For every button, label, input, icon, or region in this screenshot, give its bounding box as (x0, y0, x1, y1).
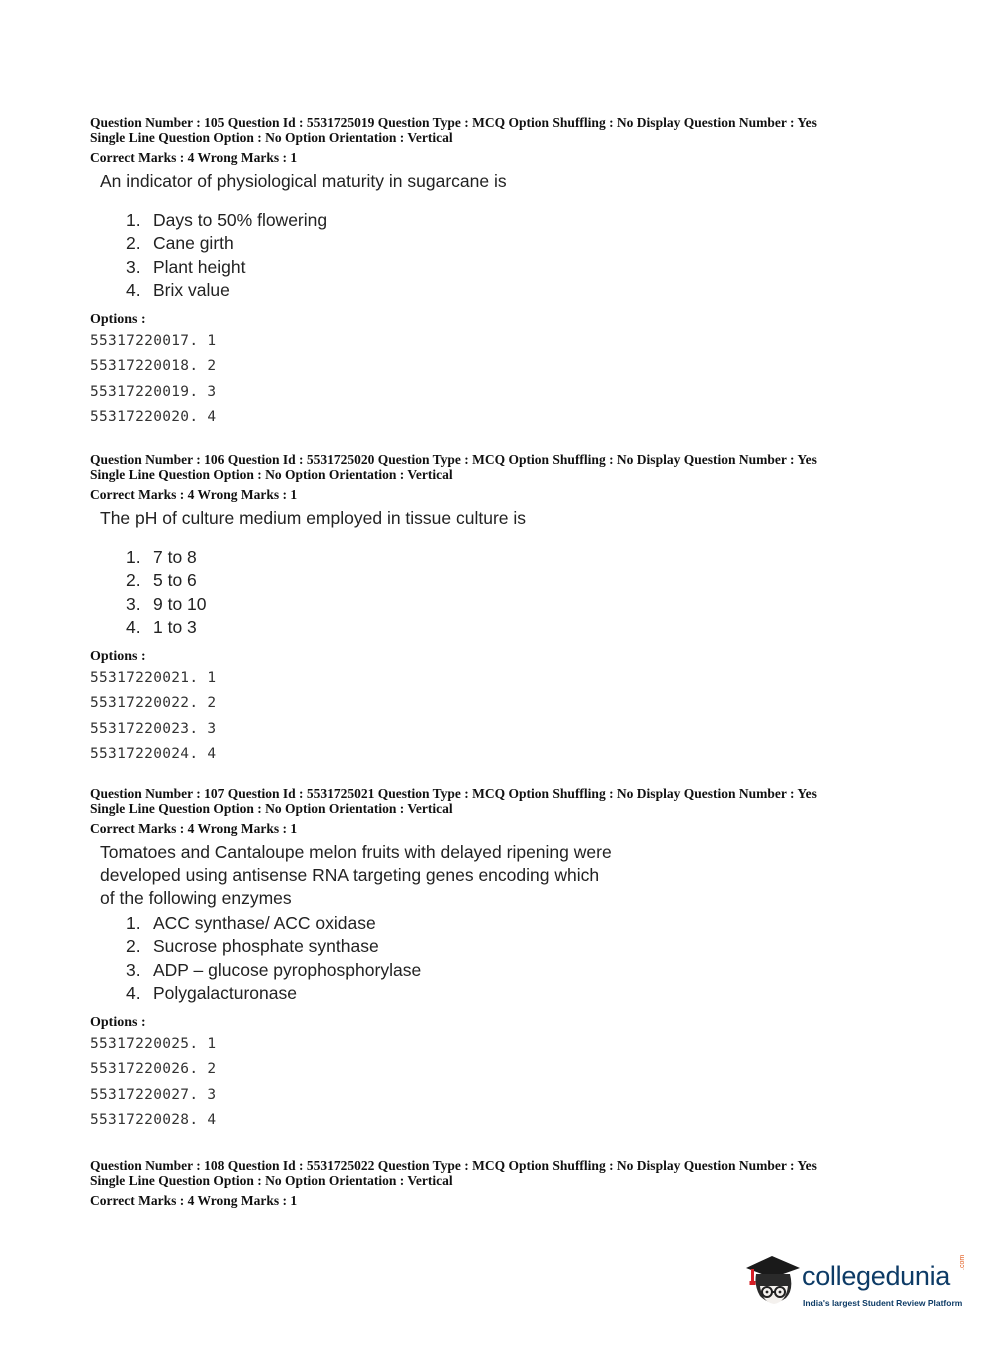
stem-line: The pH of culture medium employed in tissue culture is (100, 508, 527, 528)
choice-item: 3. 9 to 10 (126, 593, 207, 614)
option-item: 55317220021. 1 (90, 670, 217, 687)
question-meta-line2: Single Line Question Option : No Option Orientation : Vertical (90, 801, 453, 816)
question-marks: Correct Marks : 4 Wrong Marks : 1 (90, 821, 298, 836)
choice-item: 4. Polygalacturonase (126, 982, 297, 1003)
option-item: 55317220024. 4 (90, 745, 217, 762)
choice-item: 1. ACC synthase/ ACC oxidase (126, 913, 376, 933)
option-item: 55317220028. 4 (90, 1111, 217, 1128)
choice-item: 4. 1 to 3 (126, 616, 197, 637)
options-label: Options : (90, 649, 146, 665)
choice-list (126, 546, 910, 639)
choice-item: 4. Brix value (126, 279, 230, 300)
logo-wordmark: collegedunia (802, 1261, 951, 1291)
options-label: Options : (90, 312, 146, 328)
choice-item: 2. Sucrose phosphate synthase (126, 936, 379, 957)
stem-line: developed using antisense RNA targeting genes encoding which (100, 865, 600, 885)
collegedunia-logo (742, 1250, 972, 1322)
option-item: 55317220020. 4 (90, 408, 217, 425)
question-stem (100, 507, 910, 530)
choice-item: 3. ADP – glucose pyrophosphorylase (126, 959, 422, 980)
option-item: 55317220025. 1 (90, 1036, 217, 1053)
option-item: 55317220019. 3 (90, 383, 217, 400)
question-108 (90, 1158, 910, 1208)
options-list (90, 666, 910, 767)
option-item: 55317220017. 1 (90, 333, 217, 350)
question-meta-line1: Question Number : 108 Question Id : 5531725022 Question Type : MCQ Option Shuffling : No Display Question Number : Yes (90, 1158, 817, 1173)
choice-item: 1. 7 to 8 (126, 547, 197, 567)
option-item: 55317220027. 3 (90, 1086, 217, 1103)
choice-list (126, 209, 910, 302)
question-meta-line2: Single Line Question Option : No Option Orientation : Vertical (90, 130, 453, 145)
option-item: 55317220022. 2 (90, 695, 217, 712)
question-meta-line1: Question Number : 106 Question Id : 5531725020 Question Type : MCQ Option Shuffling : No Display Question Number : Yes (90, 452, 817, 467)
stem-line: of the following enzymes (100, 888, 292, 908)
options-label: Options : (90, 1015, 146, 1031)
options-list (90, 329, 910, 430)
question-106 (90, 452, 910, 767)
question-marks: Correct Marks : 4 Wrong Marks : 1 (90, 487, 298, 502)
option-item: 55317220018. 2 (90, 358, 217, 375)
question-107 (90, 786, 910, 1133)
question-meta-line1: Question Number : 105 Question Id : 5531725019 Question Type : MCQ Option Shuffling : No Display Question Number : Yes (90, 115, 817, 130)
question-meta-line1: Question Number : 107 Question Id : 5531725021 Question Type : MCQ Option Shuffling : No Display Question Number : Yes (90, 786, 817, 801)
choice-item: 3. Plant height (126, 256, 246, 277)
choice-item: 2. Cane girth (126, 233, 234, 254)
stem-line: Tomatoes and Cantaloupe melon fruits with delayed ripening were (100, 842, 612, 862)
options-list (90, 1032, 910, 1133)
stem-line: An indicator of physiological maturity in sugarcane is (100, 171, 507, 191)
logo-com: .com (959, 1254, 966, 1270)
option-item: 55317220023. 3 (90, 720, 217, 737)
question-marks: Correct Marks : 4 Wrong Marks : 1 (90, 150, 298, 165)
question-meta-line2: Single Line Question Option : No Option Orientation : Vertical (90, 467, 453, 482)
question-stem (100, 841, 640, 910)
choice-list (126, 912, 910, 1005)
choice-item: 2. 5 to 6 (126, 570, 197, 591)
choice-item: 1. Days to 50% flowering (126, 210, 328, 230)
question-meta-line2: Single Line Question Option : No Option Orientation : Vertical (90, 1173, 453, 1188)
logo-tagline: India's largest Student Review Platform (803, 1298, 963, 1308)
question-105 (90, 115, 910, 430)
mascot-graduation-icon (742, 1252, 804, 1314)
option-item: 55317220026. 2 (90, 1061, 217, 1078)
question-marks: Correct Marks : 4 Wrong Marks : 1 (90, 1193, 298, 1208)
question-stem (100, 170, 910, 193)
